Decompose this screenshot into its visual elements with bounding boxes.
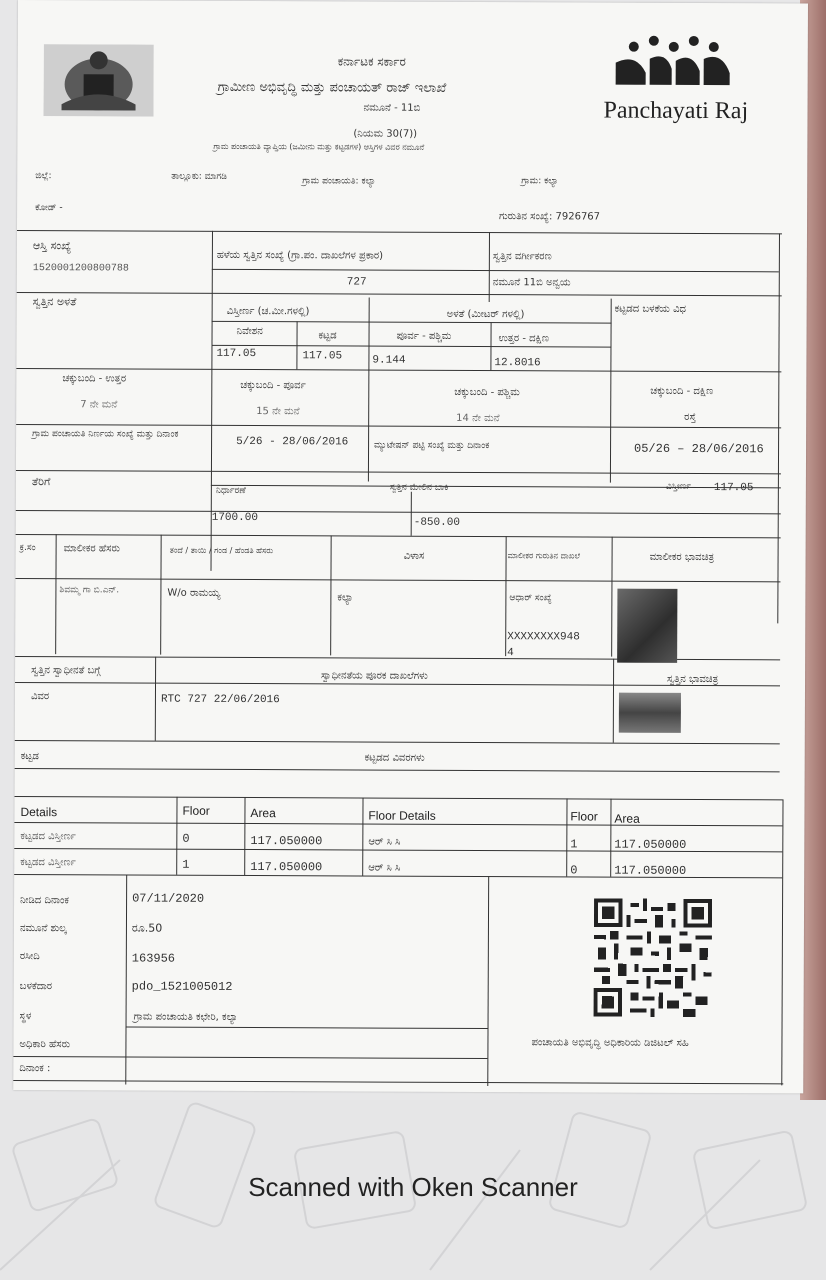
grid-line (781, 799, 783, 1085)
doc-title-line2: ಗ್ರಾಮೀಣ ಅಭಿವೃದ್ಧಿ ಮತ್ತು ಪಂಚಾಯತ್ ರಾಜ್ ಇಲಾಖೆ (217, 79, 447, 96)
grid-line (489, 232, 490, 302)
grid-line (17, 230, 782, 234)
property-photo-label: ಸ್ವತ್ತಿನ ಭಾವಚಿತ್ರ (667, 673, 719, 686)
grid-line (212, 321, 612, 324)
boundary-north-label: ಚಕ್ಕುಬಂದಿ - ಉತ್ತರ (62, 373, 127, 385)
fee-label: ನಮೂನೆ ಶುಲ್ಕ (19, 923, 67, 935)
building-row-right-floor: 0 (570, 863, 578, 878)
state-emblem-icon (43, 44, 153, 116)
tax-paid-value: -850.00 (413, 516, 460, 529)
owner-id-value: XXXXXXXX948 (507, 631, 580, 644)
grid-line (13, 1056, 487, 1059)
resolution-label: ಗ್ರಾಮ ಪಂಚಾಯತಿ ನಿರ್ಣಯ ಸಂಖ್ಯೆ ಮತ್ತು ದಿನಾಂಕ (32, 429, 179, 440)
grid-line (15, 740, 780, 744)
building-header-floor-details: Floor Details (368, 808, 436, 823)
boundary-north-value: 7 ನೇ ಮನೆ (80, 399, 118, 411)
building-header-area-right: Area (614, 811, 640, 826)
grid-line (125, 874, 127, 1084)
scanner-watermark-text: Scanned with Oken Scanner (248, 1172, 578, 1202)
building-header-details: Details (20, 805, 58, 820)
area-total-value: 117.05 (216, 347, 257, 361)
grid-line (16, 534, 781, 538)
owner-name-label: ಮಾಲೀಕರ ಹೆಸರು (63, 543, 121, 555)
grid-line (362, 798, 363, 876)
code-label: ಕೋಡ್ - (35, 203, 63, 214)
form-number: ನಮೂನೆ - 11ಬಿ (363, 102, 421, 114)
place-label: ಸ್ಥಳ (19, 1011, 32, 1023)
property-photo (619, 693, 681, 733)
owner-name-value: ಶಿವಮ್ಮ ಗಾ ಬಿ.ಎನ್. (59, 585, 120, 596)
grid-line (613, 659, 614, 743)
grid-line (610, 299, 612, 483)
grid-line (16, 368, 781, 372)
boundary-west-value: ರಸ್ತೆ (684, 411, 697, 423)
grid-line (176, 797, 177, 875)
building-section-label: ಕಟ್ಟಡದ ವಿವರಗಳು (364, 752, 425, 764)
north-south-label: ಉತ್ತರ - ದಕ್ಷಿಣ (498, 333, 550, 345)
grid-line (15, 768, 780, 772)
transfer-docs-value: RTC 727 22/06/2016 (160, 693, 280, 707)
owner-sl-label: ಕ್ರ.ಸಂ (19, 543, 36, 554)
grid-line (13, 1080, 783, 1084)
building-header-area: Area (250, 806, 276, 821)
grid-line (15, 796, 783, 800)
grid-line (566, 798, 567, 876)
building-row-floor: 0 (182, 831, 190, 846)
doc-title-line1: ಕರ್ನಾಟಕ ಸರ್ಕಾರ (337, 54, 406, 69)
area-built-label: ಕಟ್ಟಡ (318, 330, 337, 342)
building-row-right-detail: ಆರ್ ಸಿ ಸಿ (368, 836, 401, 848)
old-property-number-value: 727 (346, 276, 367, 289)
building-row-right-floor: 1 (570, 837, 578, 852)
grid-line (16, 470, 781, 474)
grid-line (17, 292, 782, 296)
transfer-sub-label: ವಿವರ (30, 691, 50, 703)
old-property-number-label: ಹಳೆಯ ಸ್ವತ್ತಿನ ಸಂಖ್ಯೆ (ಗ್ರಾ.ಪಂ. ದಾಖಲೆಗಳ ಪ್ರಕಾರ) (216, 249, 384, 262)
owner-address-value: ಕಲ್ಯಾ (337, 592, 354, 604)
tax-area-prefix: ವಿಸ್ತೀರ್ಣ (665, 481, 691, 492)
grid-line (16, 424, 781, 428)
grid-line (160, 535, 162, 655)
sub-title: ಗ್ರಾಮ ಪಂಚಾಯತಿ ವ್ಯಾಪ್ತಿಯ (ಜಮೀನು ಮತ್ತು ಕಟ್ಟಡಗಳ) ಆಸ್ತಿಗಳ ವಿವರ ನಮೂನೆ (213, 141, 425, 152)
building-row-area: 117.050000 (250, 834, 323, 849)
tax-assess-label: ನಿರ್ಧಾರಣೆ (215, 485, 246, 496)
mutation-value: 05/26 – 28/06/2016 (634, 441, 764, 457)
grid-line (330, 535, 332, 655)
receipt-value: 163956 (131, 951, 176, 966)
boundary-south-value: 14 ನೇ ಮನೆ (456, 412, 500, 425)
grid-line (55, 534, 57, 654)
east-west-label: ಪೂರ್ವ - ಪಶ್ಚಿಮ (396, 330, 452, 342)
building-row-right-detail: ಆರ್ ಸಿ ಸಿ (368, 862, 401, 874)
owner-id-label: ಮಾಲೀಕರ ಗುರುತಿನ ದಾಖಲೆ (507, 551, 581, 561)
grid-line (296, 321, 297, 369)
grid-line (490, 322, 491, 370)
building-row-right-area: 117.050000 (614, 837, 687, 852)
tax-paid-label: ಸ್ವತ್ತಿನ ಮೇಲಿನ ಬಾಕಿ (389, 482, 449, 493)
grid-line (411, 492, 412, 536)
place-value: ಗ್ರಾಮ ಪಂಚಾಯತಿ ಕಛೇರಿ, ಕಲ್ಯಾ (133, 1011, 238, 1023)
boundary-east-value: 15 ನೇ ಮನೆ (256, 406, 300, 418)
boundary-west-label: ಚಕ್ಕುಬಂದಿ - ದಕ್ಷಿಣ (650, 385, 714, 398)
mutation-label: ಮ್ಯುಟೇಷನ್ ಪಟ್ಟಿ ಸಂಖ್ಯೆ ಮತ್ತು ದಿನಾಂಕ (374, 440, 490, 452)
grid-line (368, 298, 370, 482)
building-row-detail: ಕಟ್ಟಡದ ವಿಸ್ತೀರ್ಣ (20, 857, 76, 869)
property-document (13, 0, 808, 1093)
owner-address-label: ವಿಳಾಸ (403, 550, 425, 562)
boundary-east-label: ಚಕ್ಕುಬಂದಿ - ಪೂರ್ವ (240, 379, 306, 392)
gp-label: ಗ್ರಾಮ ಪಂಚಾಯತಿ: ಕಲ್ಯಾ (302, 176, 376, 187)
transfer-label: ಸ್ವತ್ತಿನ ಸ್ವಾಧೀನತೆ ಬಗ್ಗೆ (31, 665, 101, 677)
qr-code-icon (594, 889, 713, 1028)
property-type-value: ನಮೂನೆ 11ಬಿ ಅನ್ವಯ (492, 277, 571, 289)
dimension-label: ಅಳತೆ (ಮೀಟರ್ ಗಳಲ್ಲಿ) (446, 308, 525, 321)
grid-line (16, 510, 781, 514)
logo-text: Panchayati Raj (603, 97, 749, 125)
owner-id-type: ಆಧಾರ್ ಸಂಖ್ಯೆ (509, 593, 552, 604)
issue-date-label: ನೀಡಿದ ದಿನಾಂಕ (20, 895, 69, 907)
grid-line (126, 1026, 488, 1029)
tax-row-label: ತೆರಿಗೆ (31, 475, 51, 489)
grid-line (487, 876, 489, 1086)
issue-date-value: 07/11/2020 (132, 891, 205, 906)
grid-line (611, 537, 613, 657)
owner-photo (617, 589, 677, 663)
tax-area-value: 117.05 (713, 482, 754, 495)
owner-relation-value: W/o ರಾಮಯ್ಯ (167, 587, 221, 599)
building-row-floor: 1 (182, 857, 190, 872)
user-value: pdo_1521005012 (131, 979, 233, 994)
building-header-floor-right: Floor (570, 809, 598, 824)
identity-number: ಗುರುತಿನ ಸಂಖ್ಯೆ: 7926767 (499, 211, 601, 223)
taluk-label: ತಾಲ್ಲೂಕು: ಮಾಗಡಿ (171, 171, 227, 182)
owner-id-value-2: 4 (507, 647, 514, 660)
transfer-docs-label: ಸ್ವಾಧೀನತೆಯ ಪೂರಕ ದಾಖಲೆಗಳು (321, 670, 428, 682)
area-sqm-label: ವಿಸ್ತೀರ್ಣ (ಚ.ಮೀ.ಗಳಲ್ಲಿ) (226, 305, 310, 318)
grid-line (212, 269, 779, 272)
village-label: ಗ್ರಾಮ: ಕಲ್ಯಾ (521, 176, 559, 187)
date2-label: ದಿನಾಂಕ : (19, 1063, 51, 1075)
property-id-value: 1520001200800788 (32, 263, 129, 275)
receipt-label: ರಸೀದಿ (19, 951, 40, 963)
property-id-label: ಆಸ್ತಿ ಸಂಖ್ಯೆ (32, 239, 72, 253)
grid-line (610, 799, 611, 877)
building-row-label: ಕಟ್ಟಡ (20, 751, 39, 763)
area-built-value: 117.05 (302, 350, 343, 363)
building-row-detail: ಕಟ್ಟಡದ ವಿಸ್ತೀರ್ಣ (20, 831, 76, 843)
building-header-floor: Floor (182, 803, 210, 818)
tax-assess-value: 1700.00 (211, 511, 258, 525)
owner-relation-label: ತಂದೆ / ತಾಯಿ / ಗಂಡ / ಹೆಂಡತಿ ಹೆಸರು (169, 545, 274, 556)
grid-line (155, 657, 156, 741)
east-west-value: 9.144 (372, 354, 406, 367)
grid-line (211, 345, 611, 348)
usage-label: ಕಟ್ಟಡದ ಬಳಕೆಯ ವಿಧ (614, 303, 687, 315)
building-row-right-area: 117.050000 (614, 863, 687, 878)
district-label: ಜಿಲ್ಲೆ: (35, 171, 52, 182)
north-south-value: 12.8016 (494, 357, 541, 370)
user-label: ಬಳಕೆದಾರ (19, 981, 53, 993)
owner-photo-label: ಮಾಲೀಕರ ಭಾವಚಿತ್ರ (649, 551, 715, 564)
building-row-area: 117.050000 (250, 860, 323, 875)
grid-line (15, 578, 780, 582)
officer-name-label: ಅಧಿಕಾರಿ ಹೆಸರು (19, 1039, 71, 1051)
rule-reference: (ನಿಯಮ 30(7)) (353, 128, 418, 140)
area-total-label: ನಿವೇಶನ (236, 325, 263, 338)
boundary-south-label: ಚಕ್ಕುಬಂದಿ - ಪಶ್ಚಿಮ (454, 386, 520, 399)
resolution-value: 5/26 - 28/06/2016 (236, 435, 349, 449)
fee-value: ರೂ.50 (131, 921, 163, 935)
grid-line (211, 485, 781, 488)
grid-line (15, 682, 780, 686)
measure-label: ಸ್ವತ್ತಿನ ಅಳತೆ (32, 295, 77, 309)
property-type-label: ಸ್ವತ್ತಿನ ವರ್ಗೀಕರಣ (492, 251, 552, 263)
digital-signature-caption: ಪಂಚಾಯತಿ ಅಭಿವೃದ್ಧಿ ಅಧಿಕಾರಿಯ ಡಿಜಿಟಲ್ ಸಹಿ (531, 1037, 689, 1049)
grid-line (244, 797, 245, 875)
